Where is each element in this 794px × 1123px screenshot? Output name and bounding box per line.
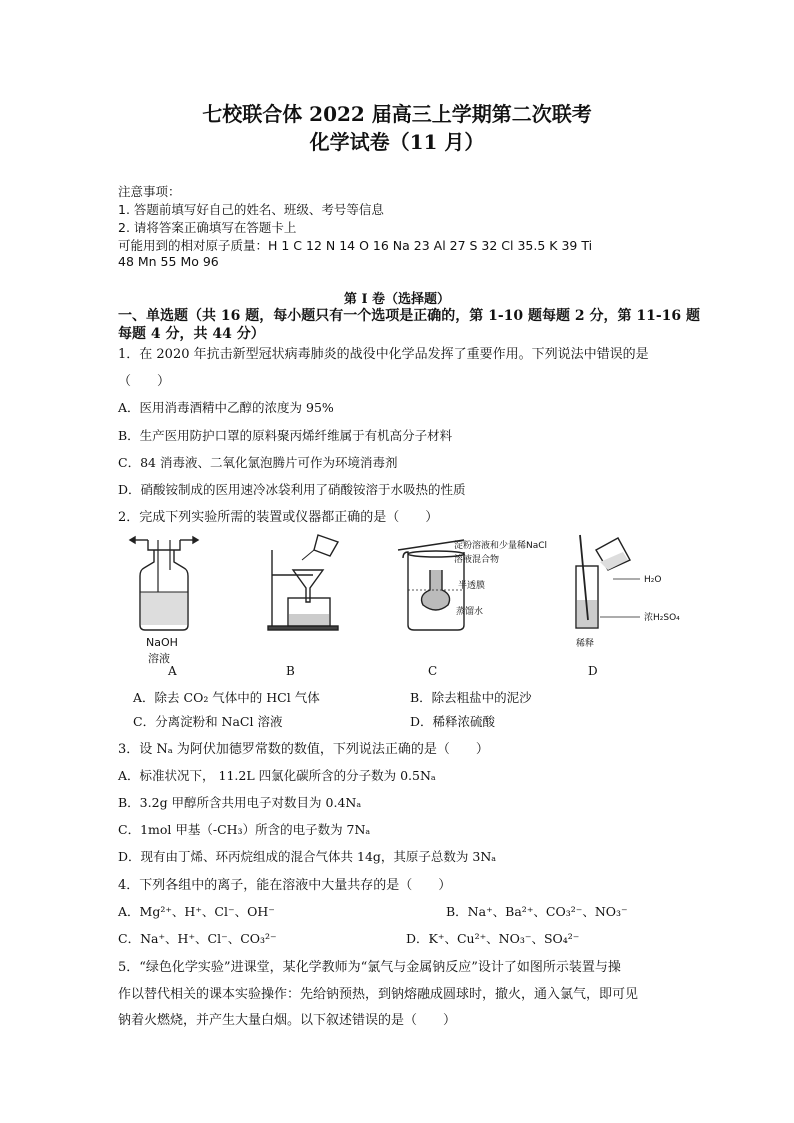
apparatus-figure xyxy=(118,530,698,680)
figure-a-label: 溶液 xyxy=(148,652,170,665)
figure-d-label: H₂O xyxy=(644,575,662,585)
question-stem: 4．下列各组中的离子，能在溶液中大量共存的是（ ） xyxy=(118,878,452,893)
figure-label-c: C xyxy=(428,664,438,678)
figure-c-label: 溶液混合物 xyxy=(454,555,500,565)
question-stem: （ ） xyxy=(118,374,171,389)
question-stem: 作以替代相关的课本实验操作：先给钠预热，到钠熔融成圆球时，撤火，通入氯气，即可见 xyxy=(118,987,639,1002)
option: D．硝酸铵制成的医用速冷冰袋利用了硝酸铵溶于水吸热的性质 xyxy=(118,482,466,497)
option: D．稀释浓硫酸 xyxy=(410,714,496,729)
option: A．除去 CO₂ 气体中的 HCl 气体 xyxy=(133,690,320,705)
question-stem: 5．“绿色化学实验”进课堂，某化学教师为“氯气与金属钠反应”设计了如图所示装置与操 xyxy=(118,960,621,975)
option: B．生产医用防护口罩的原料聚丙烯纤维属于有机高分子材料 xyxy=(118,428,453,443)
figure-c-label: 蒸馏水 xyxy=(456,607,484,617)
question-stem: 钠着火燃烧，并产生大量白烟。以下叙述错误的是（ ） xyxy=(118,1013,457,1028)
question-stem: 2．完成下列实验所需的装置或仪器都正确的是（ ） xyxy=(118,510,439,525)
filtration-stand-icon xyxy=(268,535,338,630)
notes-item: 1. 答题前填写好自己的姓名、班级、考号等信息 xyxy=(118,202,384,217)
option: C．Na⁺、H⁺、Cl⁻、CO₃²⁻ xyxy=(118,931,277,946)
section-instructions: 一、单选题（共 16 题，每小题只有一个选项是正确的，第 1-10 题每题 2 分，第 11-16 题 xyxy=(118,308,701,324)
figure-d-label: 稀释 xyxy=(576,639,595,649)
notes-heading: 注意事项： xyxy=(118,184,181,199)
figure-c-label: 半透膜 xyxy=(458,581,486,591)
atomic-masses: 48 Mn 55 Mo 96 xyxy=(118,254,219,269)
option: B．Na⁺、Ba²⁺、CO₃²⁻、NO₃⁻ xyxy=(446,904,628,919)
option: D．K⁺、Cu²⁺、NO₃⁻、SO₄²⁻ xyxy=(406,931,580,946)
figure-label-a: A xyxy=(168,664,177,678)
option: C．84 消毒液、二氧化氯泡腾片可作为环境消毒剂 xyxy=(118,455,398,470)
option: A．标准状况下， 11.2L 四氯化碳所含的分子数为 0.5Nₐ xyxy=(118,768,436,783)
option: B．3.2g 甲醇所含共用电子对数目为 0.4Nₐ xyxy=(118,795,362,810)
figure-a-label: NaOH xyxy=(146,636,178,649)
exam-subtitle: 化学试卷（11 月） xyxy=(309,130,485,154)
figure-label-b: B xyxy=(286,664,295,678)
option: D．现有由丁烯、环丙烷组成的混合气体共 14g，其原子总数为 3Nₐ xyxy=(118,849,497,864)
question-stem: 1．在 2020 年抗击新型冠状病毒肺炎的战役中化学品发挥了重要作用。下列说法中错误的是 xyxy=(118,347,649,362)
atomic-masses: 可能用到的相对原子质量：H 1 C 12 N 14 O 16 Na 23 Al 27 S 32 Cl 35.5 K 39 Ti xyxy=(118,238,593,253)
option: C．1mol 甲基（-CH₃）所含的电子数为 7Nₐ xyxy=(118,822,371,837)
exam-title: 七校联合体 2022 届高三上学期第二次联考 xyxy=(202,102,592,126)
figure-label-d: D xyxy=(588,664,598,678)
option: C．分离淀粉和 NaCl 溶液 xyxy=(133,714,283,729)
option: A．Mg²⁺、H⁺、Cl⁻、OH⁻ xyxy=(118,904,275,919)
dialysis-beaker-icon xyxy=(398,540,464,630)
gas-washing-bottle-icon xyxy=(130,537,198,630)
figure-c-label: 淀粉溶液和少量稀NaCl xyxy=(454,541,548,551)
option: B．除去粗盐中的泥沙 xyxy=(410,690,532,705)
option: A．医用消毒酒精中乙醇的浓度为 95% xyxy=(118,400,334,415)
section-title: 第 I 卷（选择题） xyxy=(343,292,451,307)
figure-d-label: 浓H₂SO₄ xyxy=(644,613,680,623)
notes-item: 2. 请将答案正确填写在答题卡上 xyxy=(118,220,297,235)
question-stem: 3．设 Nₐ 为阿伏加德罗常数的数值，下列说法正确的是（ ） xyxy=(118,742,489,757)
dilution-cylinder-icon xyxy=(576,535,630,628)
section-instructions: 每题 4 分，共 44 分） xyxy=(118,326,265,342)
